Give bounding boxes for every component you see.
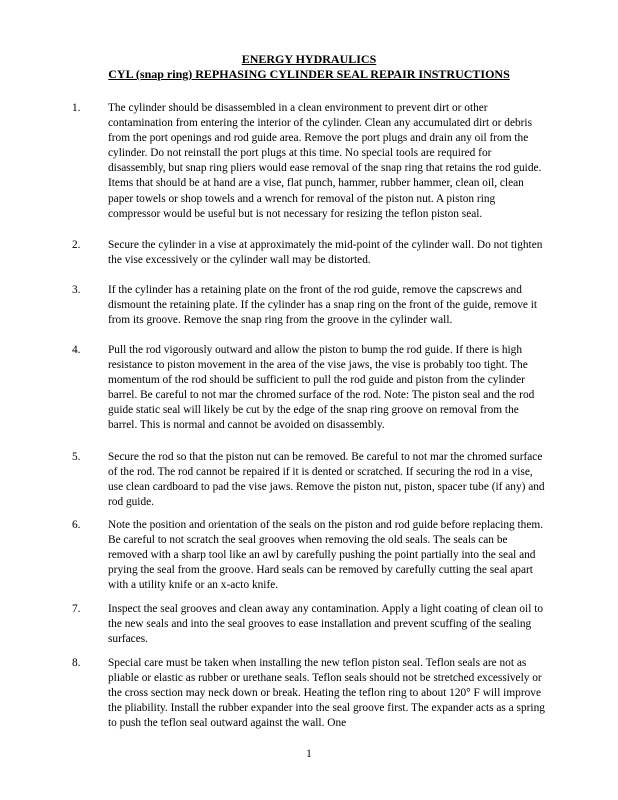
item-number: 5. — [72, 451, 81, 463]
item-number: 1. — [72, 102, 81, 114]
item-number: 2. — [72, 239, 81, 251]
company-title: ENERGY HYDRAULICS — [241, 52, 377, 66]
item-text: Note the position and orientation of the seals on the piston and rod guide before replacing them. Be careful to not scratch the seal grooves when removing the old seals. The seals can be removed with a sharp tool like an awl by carefully pushing the point partially into the seal and prying the seal from the groove. Hard seals can be removed by carefully cutting the seal apart with a utility knife or an x-acto knife. — [108, 519, 544, 592]
item-text: The cylinder should be disassembled in a clean environment to prevent dirt or other contamination from entering the interior of the cylinder. Clean any accumulated dirt or debris from the port openings and rod guide area. Remove the port plugs and drain any oil from the cylinder. Do not reinstall the port plugs at this time. No special tools are required for disassembly, but snap ring pliers would ease removal of the snap ring that retains the rod guide. Items that should be at hand are a vise, flat punch, hammer, rubber hammer, clean oil, clean paper towels or shop towels and a wrench for removal of the piston nut. A piston ring compressor would be useful but is not necessary for resizing the teflon piston seal. — [108, 102, 542, 220]
item-number: 4. — [72, 344, 81, 356]
item-text: Secure the rod so that the piston nut can be removed. Be careful to not mar the chromed surface of the rod. The rod cannot be repaired if it is dented or scratched. If securing the rod in a vise, use clean cardboard to pad the vise jaws. Remove the piston nut, piston, spacer tube (if any) and rod guide. — [108, 451, 545, 509]
page-number: 1 — [306, 748, 312, 760]
document-title — [60, 52, 558, 82]
item-text: Inspect the seal grooves and clean away any contamination. Apply a light coating of clean oil to the new seals and into the seal grooves to ease installation and prevent scuffing of the sealing surfaces. — [108, 603, 544, 646]
item-text: Pull the rod vigorously outward and allow the piston to bump the rod guide. If there is high resistance to piston movement in the area of the vise jaws, the vise is probably too tight. The momentum of the rod should be sufficient to pull the rod guide and piston from the cylinder barrel. Be careful to not mar the chromed surface of the rod. Note: The piston seal and the rod guide static seal will likely be cut by the edge of the snap ring groove on removal from the barrel. This is normal and cannot be avoided on disassembly. — [108, 344, 535, 432]
item-text: If the cylinder has a retaining plate on the front of the rod guide, remove the capscrews and dismount the retaining plate. If the cylinder has a snap ring on the front of the guide, remove it from its groove. Remove the snap ring from the groove in the cylinder wall. — [108, 284, 538, 327]
item-number: 6. — [72, 519, 81, 531]
item-number: 8. — [72, 657, 81, 669]
item-text: Secure the cylinder in a vise at approximately the mid-point of the cylinder wall. Do not tighten the vise excessively or the cylinder wall may be distorted. — [108, 239, 543, 267]
item-number: 7. — [72, 603, 81, 615]
item-number: 3. — [72, 284, 81, 296]
instructions-title: CYL (snap ring) REPHASING CYLINDER SEAL REPAIR INSTRUCTIONS — [108, 67, 510, 81]
item-text: Special care must be taken when installing the new teflon piston seal. Teflon seals are not as pliable or elastic as rubber or urethane seals. Teflon seals should not be stretched excessively or the cross section may neck down or break. Heating the teflon ring to about 120° F will improve the pliability. Install the rubber expander into the seal groove first. The expander acts as a spring to push the teflon seal outward against the wall. One — [108, 657, 545, 730]
